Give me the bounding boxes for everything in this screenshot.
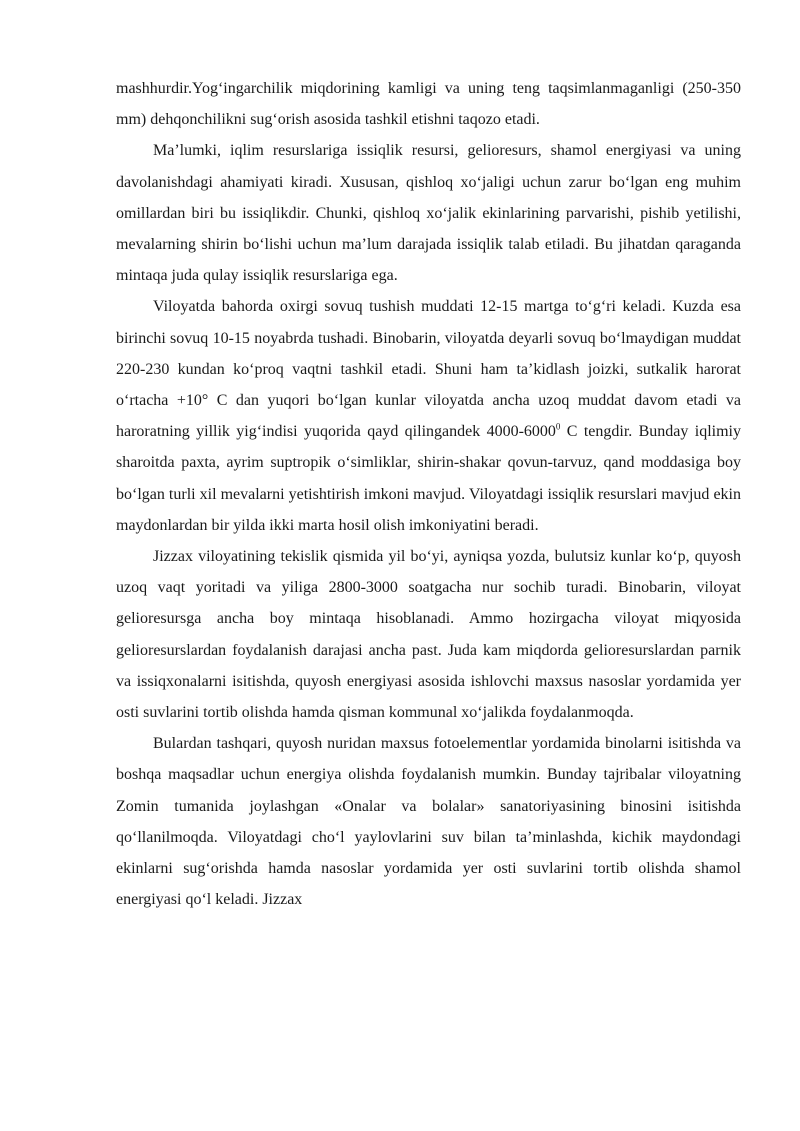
paragraph-2: Ma’lumki, iqlim resurslariga issiqlik resursi, gelioresurs, shamol energiyasi va uning davolanishdagi ahamiyati kiradi. Xususan, qishloq xo‘jaligi uchun zarur bo‘lgan eng muhim omillardan biri bu issiqlikdir. Chunki, qishloq xo‘jalik ekinlarining parvarishi, pishib yetilishi, mevalarning shirin bo‘lishi uchun ma’lum darajada issiqlik talab etiladi. Bu jihatdan qaraganda mintaqa juda qulay issiqlik resurslariga ega.	[116, 142, 741, 285]
paragraph-4: Jizzax viloyatining tekislik qismida yil bo‘yi, ayniqsa yozda, bulutsiz kunlar ko‘p, quyosh uzoq vaqt yoritadi va yiliga 2800-3000 soatgacha nur sochib turadi. Binobarin, viloyat gelioresursga ancha boy mintaqa hisoblanadi. Ammo hozirgacha viloyat miqyosida gelioresurslardan foydalanish darajasi ancha past. Juda kam miqdorda gelioresurslardan parnik va issiqxonalarni isitishda, quyosh energiyasi asosida ishlovchi maxsus nasoslar yordamida yer osti suvlarini tortib olishda hamda qisman kommunal xo‘jalikda foydalanmoqda.	[116, 548, 741, 722]
paragraph-3-text-a: Viloyatda bahorda oxirgi sovuq tushish muddati 12-15 martga to‘g‘ri keladi. Kuzda esa birinchi sovuq 10-15 noyabrda tushadi. Binobarin, viloyatda deyarli sovuq bo‘lmaydigan muddat 220-230 kundan ko‘proq vaqtni tashkil etadi. Shuni ham ta’kidlash joizki, sutkalik harorat o‘rtacha +10° C dan yuqori bo‘lgan kunlar viloyatda ancha uzoq muddat davom etadi va haroratning yillik yig‘indisi yuqorida qayd qilingandek 4000-6000	[116, 298, 741, 441]
degree-superscript: 0	[555, 421, 561, 432]
paragraph-3	[116, 291, 741, 541]
paragraph-5: Bulardan tashqari, quyosh nuridan maxsus fotoelementlar yordamida binolarni isitishda va boshqa maqsadlar uchun energiya olishda foydalanish mumkin. Bunday tajribalar viloyatning Zomin tumanida joylashgan «Onalar va bolalar» sanatoriyasining binosini isitishda qo‘llanilmoqda. Viloyatdagi cho‘l yaylovlarini suv bilan ta’minlashda, kichik maydondagi ekinlarni sug‘orishda hamda nasoslar yordamida yer osti suvlarini tortib olishda shamol energiyasi qo‘l keladi. Jizzax	[116, 735, 741, 909]
paragraph-1: mashhurdir.Yog‘ingarchilik miqdorining kamligi va uning teng taqsimlanmaganligi (250-350 mm) dehqonchilikni sug‘orish asosida tashkil etishni taqozo etadi.	[116, 80, 741, 129]
paragraph-3-text-b: C tengdir. Bunday iqlimiy sharoitda paxta, ayrim suptropik o‘simliklar, shirin-shakar qovun-tarvuz, qand moddasiga boy bo‘lgan turli xil mevalarni yetishtirish imkoni mavjud. Viloyatdagi issiqlik resurslari mavjud ekin maydonlardan bir yilda ikki marta hosil olish imkoniyatini beradi.	[116, 423, 741, 534]
document-page	[116, 73, 741, 915]
